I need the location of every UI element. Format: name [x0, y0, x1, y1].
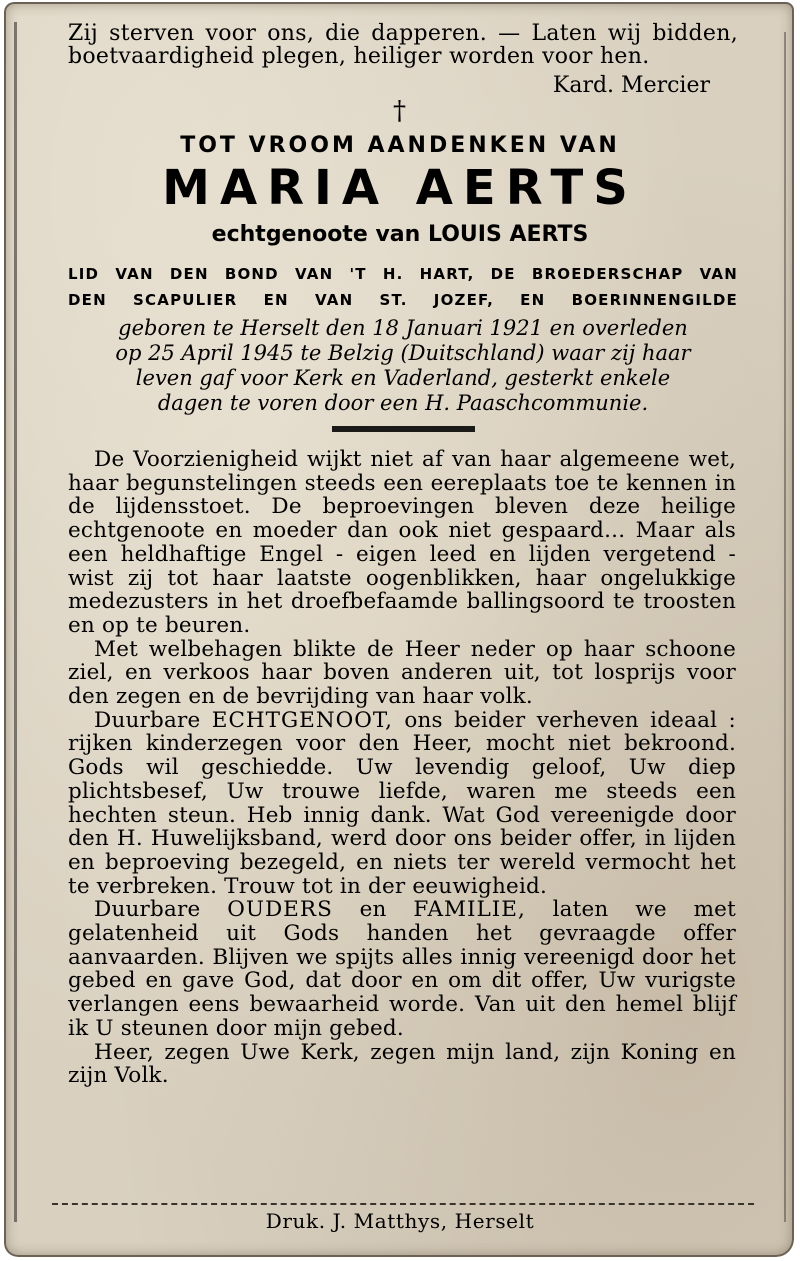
paragraph-prayer: Heer, zegen Uwe Kerk, zegen mijn land, zijn Koning en zijn Volk. [68, 1039, 736, 1089]
birth-death-line: dagen te voren door een H. Paaschcommunie. [157, 391, 649, 415]
membership-line-2: DEN SCAPULIER EN VAN ST. JOZEF, EN BOERINNENGILDE [68, 291, 738, 309]
opening-quote: Zij sterven voor ons, die dapperen. — Laten wij bidden, boetvaardigheid plegen, heiliger worden voor hen. [68, 21, 738, 69]
birth-death-line: geboren te Herselt den 18 Januari 1921 en overleden [118, 316, 688, 340]
paragraph-family [68, 898, 736, 1040]
paragraph-family-text: laten we met gelatenheid uit Gods handen het gevraagde offer aanvaarden. Blijven we spijts alles innig vereenigd door het gebed en gave God, dat door en om dit offer, Uw vurigste verlangen eens bewaarheid worde. Van uit den hemel blijf ik U steunen door mijn gebed. [68, 897, 736, 1041]
birth-death-details [68, 316, 738, 416]
paragraph-providence: De Voorzienigheid wijkt niet af van haar algemeene wet, haar begunstelingen steeds een eereplaats toe te kennen in de lijdensstoet. De beproevingen bleven deze heilige echtgenoote en moeder dan ook niet gespaard... Maar als een heldhaftige Engel - eigen leed en lijden vergetend - wist zij tot haar laatste oogenblikken, haar ongelukkige medezusters in het droefbefaamde ballingsoord te troosten en op te beuren. [68, 447, 736, 638]
paragraph-spouse [68, 709, 736, 899]
divider-rule [332, 426, 475, 432]
memorial-heading: TOT VROOM AANDENKEN VAN [180, 133, 620, 158]
addressee-spouse: ECHTGENOOT, [211, 707, 393, 733]
paragraph-lead: Duurbare [94, 707, 201, 733]
addressee-family: FAMILIE, [413, 897, 526, 923]
paragraph-connector: en [359, 897, 387, 923]
paragraph-sacrifice: Met welbehagen blikte de Heer neder op haar schoone ziel, en verkoos haar boven anderen uit, tot losprijs voor den zegen en de bevrijding van haar volk. [68, 636, 736, 710]
birth-death-line: op 25 April 1945 te Belzig (Duitschland) waar zij haar [115, 341, 691, 365]
spouse-line: echtgenoote van LOUIS AERTS [211, 222, 589, 247]
deceased-name: MARIA AERTS [162, 160, 638, 216]
footer-separator [52, 1203, 754, 1205]
paragraph-spouse-text: ons beider verheven ideaal : rijken kinderzegen voor den Heer, mocht niet bekroond. Gods wil geschiedde. Uw levendig geloof, Uw diep plichtsbesef, Uw trouwe liefde, waren me steeds een hechten steun. Heb innig dank. Wat God vereenigde door den H. Huwelijksband, werd door ons beider offer, in lijden en beproeving bezegeld, en niets ter wereld vermocht het te verbreken. Trouw tot in der eeuwigheid. [68, 707, 736, 899]
quote-author: Kard. Mercier [552, 73, 710, 98]
memorial-text [68, 448, 736, 1088]
birth-death-line: leven gaf voor Kerk en Vaderland, gesterkt enkele [135, 366, 671, 390]
cross-icon: † [393, 96, 406, 126]
printer-credit: Druk. J. Matthys, Herselt [265, 1209, 535, 1233]
addressee-parents: OUDERS [227, 897, 333, 923]
membership-line-1: LID VAN DEN BOND VAN 'T H. HART, DE BROEDERSCHAP VAN [68, 265, 738, 283]
paragraph-lead: Duurbare [94, 897, 201, 923]
